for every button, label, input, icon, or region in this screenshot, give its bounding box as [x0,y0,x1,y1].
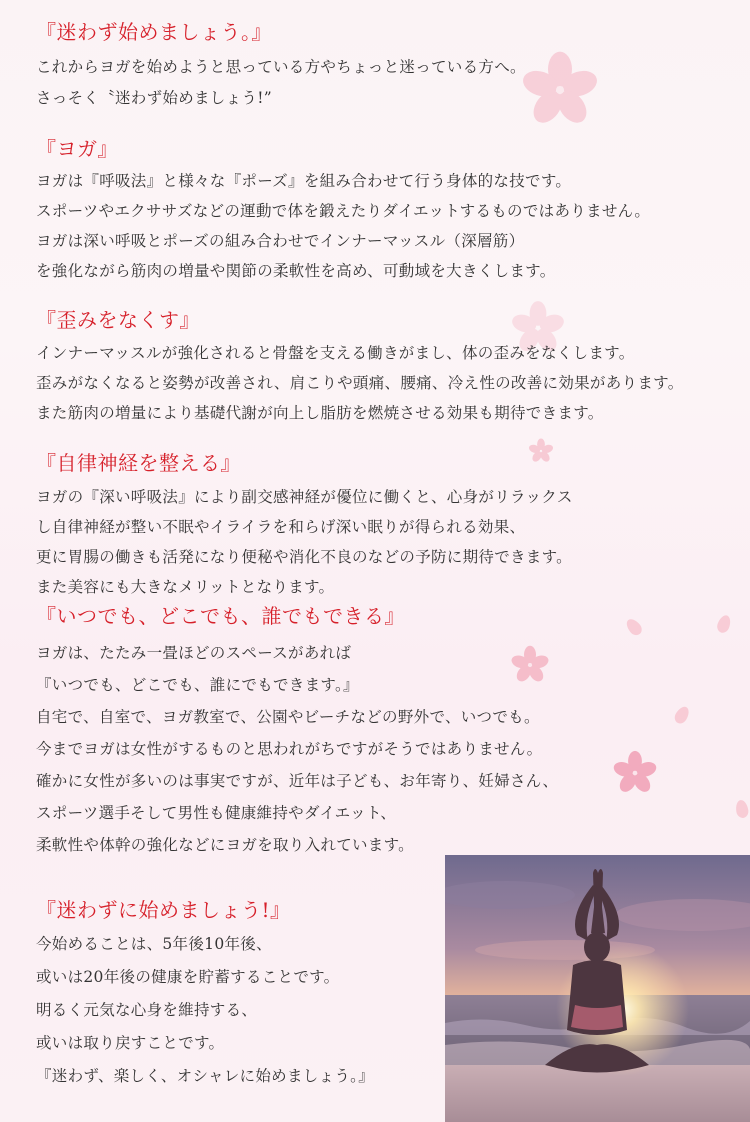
section-body [36,637,558,861]
body-line: さっそく〝迷わず始めましょう!” [36,89,272,107]
body-line: 明るく元気な心身を維持する、 [36,1001,258,1019]
sakura-petal-icon [715,613,732,634]
body-line: 自宅で、自室で、ヨガ教室で、公園やビーチなどの野外で、いつでも。 [36,708,540,726]
body-line: 『迷わず、楽しく、オシャレに始めましょう。』 [36,1067,374,1085]
body-line: また筋肉の増量により基礎代謝が向上し脂肪を燃焼させる効果も期待できます。 [36,404,604,422]
section-body [36,52,526,114]
body-line: ヨガは、たたみ一畳ほどのスペースがあれば [36,644,352,662]
body-line: インナーマッスルが強化されると骨盤を支える働きがまし、体の歪みをなくします。 [36,344,635,362]
section-body [36,338,684,428]
section-body [36,166,650,286]
body-line: 今始めることは、5年後10年後、 [36,935,272,953]
body-line: 今までヨガは女性がするものと思われがちですがそうではありません。 [36,740,543,758]
section-title: 『迷わずに始めましょう!』 [36,898,291,922]
section-title: 『ヨガ』 [36,137,118,161]
sakura-flower-icon [612,750,658,796]
sakura-petal-icon [735,799,750,819]
body-line: ヨガは深い呼吸とポーズの組み合わせでインナーマッスル（深層筋） [36,232,525,250]
body-line: し自律神経が整い不眠やイライラを和らげ深い眠りが得られる効果、 [36,518,526,536]
body-line: 或いは取り戻すことです。 [36,1034,225,1052]
body-line: これからヨガを始めようと思っている方やちょっと迷っている方へ。 [36,58,526,76]
body-line: 或いは20年後の健康を貯蓄することです。 [36,968,340,986]
body-line: スポーツやエクササズなどの運動で体を鍛えたりダイエットするものではありません。 [36,202,651,220]
body-line: ヨガは『呼吸法』と様々な『ポーズ』を組み合わせて行う身体的な技です。 [36,172,572,190]
sakura-flower-icon [520,50,600,130]
sakura-flower-icon [528,438,554,464]
section-title: 『自律神経を整える』 [36,451,241,475]
body-line: 更に胃腸の働きも活発になり便秘や消化不良のなどの予防に期待できます。 [36,548,572,566]
section-title: 『歪みをなくす』 [36,308,200,332]
section-title: 『いつでも、どこでも、誰でもできる』 [36,604,405,628]
sakura-petal-icon [672,704,691,726]
body-line: ヨガの『深い呼吸法』により副交感神経が優位に働くと、心身がリラックス [36,488,573,506]
yoga-meditation-sunset-photo [445,855,750,1122]
body-line: また美容にも大きなメリットとなります。 [36,578,335,596]
body-line: スポーツ選手そして男性も健康維持やダイエット、 [36,804,397,822]
section-body [36,928,374,1093]
section-title: 『迷わず始めましょう。』 [36,20,272,44]
body-line: 確かに女性が多いのは事実ですが、近年は子ども、お年寄り、妊婦さん、 [36,772,559,790]
body-line: 『いつでも、どこでも、誰にでもできます。』 [36,676,359,694]
body-line: 柔軟性や体幹の強化などにヨガを取り入れています。 [36,836,414,854]
section-body [36,482,573,602]
body-line: 歪みがなくなると姿勢が改善され、肩こりや頭痛、腰痛、冷え性の改善に効果があります。 [36,374,684,392]
sakura-petal-icon [624,616,645,638]
body-line: を強化ながら筋肉の増量や関節の柔軟性を高め、可動域を大きくします。 [36,262,556,280]
